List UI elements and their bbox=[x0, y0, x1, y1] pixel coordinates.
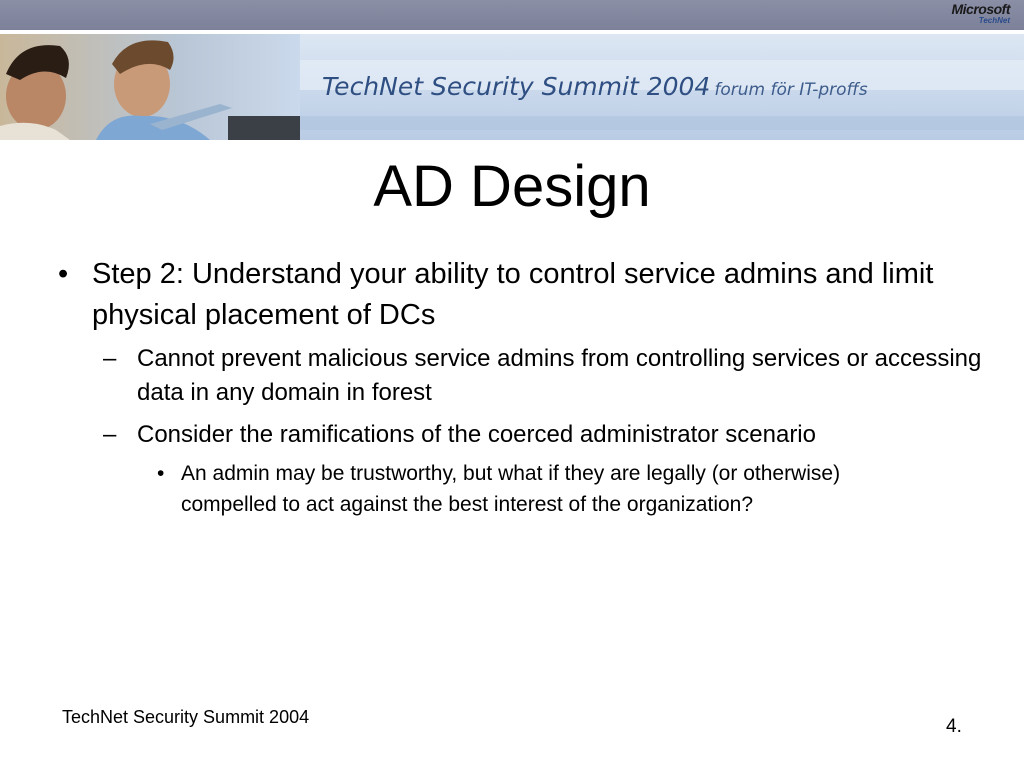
bullet-level3-text: An admin may be trustworthy, but what if they are legally (or otherwise) compelled to act against the best interest of the organization? bbox=[181, 462, 841, 516]
logo-microsoft-text: Microsoft bbox=[951, 1, 1010, 17]
top-bar bbox=[0, 0, 1024, 30]
bullet-level1 bbox=[58, 254, 982, 336]
bullet-dot-icon: • bbox=[157, 462, 165, 485]
bullet-level2-text: Cannot prevent malicious service admins from controlling services or accessing data in any domain in forest bbox=[137, 345, 982, 406]
footer-text: TechNet Security Summit 2004 bbox=[62, 707, 310, 727]
dash-icon: – bbox=[103, 345, 117, 372]
bullet-level2 bbox=[103, 418, 987, 452]
page-number: 4. bbox=[946, 716, 962, 737]
banner-photo bbox=[0, 34, 300, 140]
microsoft-technet-logo bbox=[952, 2, 1011, 25]
bullet-level2 bbox=[103, 342, 987, 410]
logo-technet-text: TechNet bbox=[978, 16, 1010, 25]
bullet-level1-text: Step 2: Understand your ability to control service admins and limit physical placement of DCs bbox=[92, 258, 934, 331]
bullet-level2-text: Consider the ramifications of the coerced administrator scenario bbox=[137, 421, 816, 448]
bullet-dot-icon: • bbox=[58, 258, 69, 290]
banner-title bbox=[322, 72, 868, 101]
dash-icon: – bbox=[103, 421, 117, 448]
slide-title: AD Design bbox=[373, 154, 651, 219]
banner-title-text: TechNet Security Summit 2004 bbox=[322, 72, 711, 101]
bullet-level3 bbox=[157, 458, 901, 520]
banner-subtitle: forum för IT-proffs bbox=[714, 80, 868, 100]
desk-shape bbox=[228, 116, 300, 140]
